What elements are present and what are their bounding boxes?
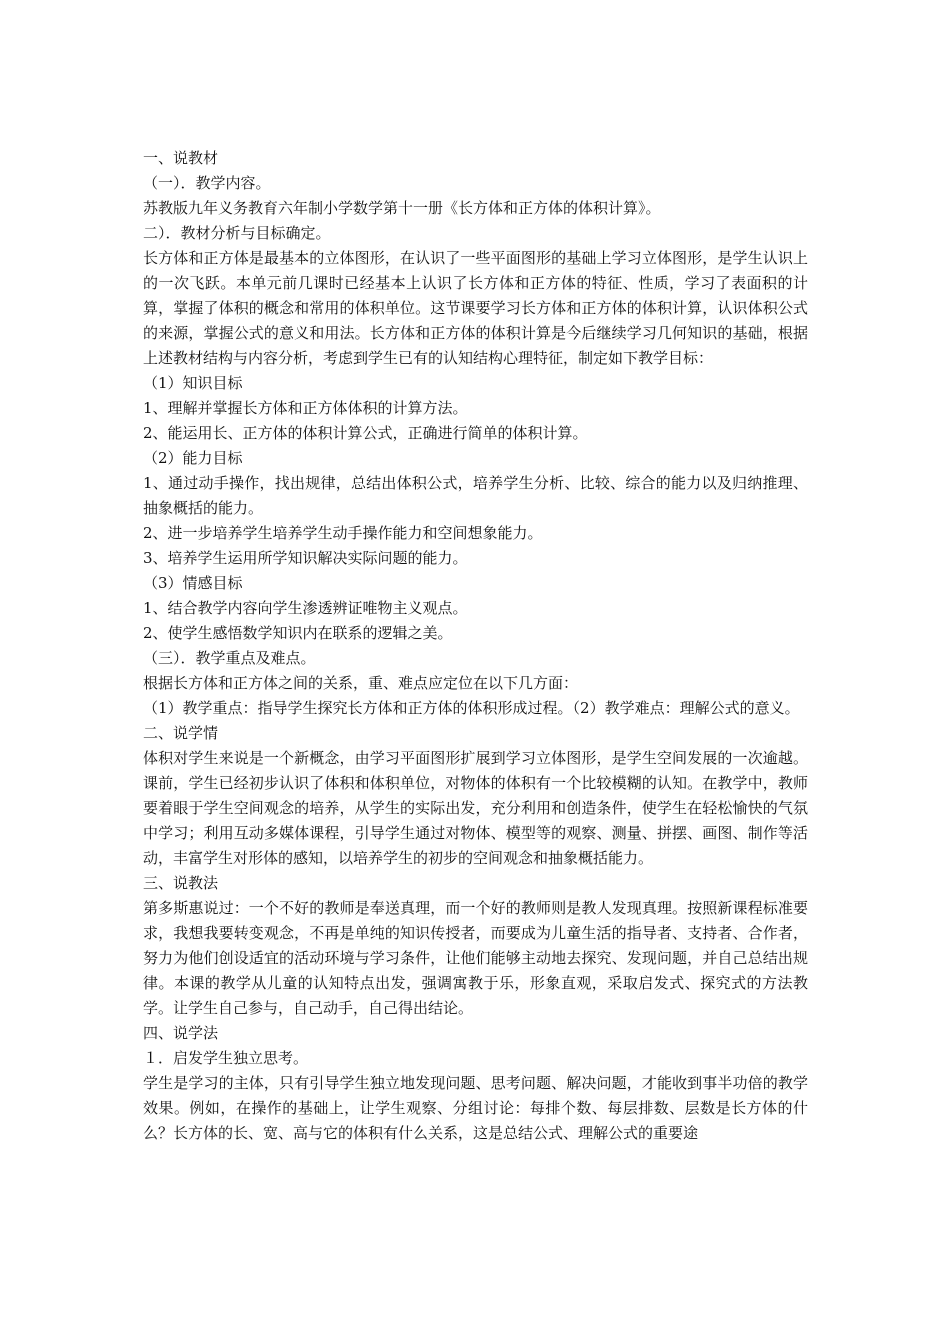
heading-jiaocai: 一、说教材 [143, 149, 219, 167]
list-item: 1、结合教学内容向学生渗透辨证唯物主义观点。 [143, 599, 468, 617]
heading-jiaofa: 三、说教法 [143, 874, 219, 892]
paragraph: （1）教学重点：指导学生探究长方体和正方体的体积形成过程。（2）教学难点：理解公式的意义。 [143, 699, 800, 717]
subheading-knowledge-goal: （1）知识目标 [143, 374, 243, 392]
heading-xuefa: 四、说学法 [143, 1024, 219, 1042]
subheading-content: （一）．教学内容。 [143, 174, 271, 192]
paragraph: 长方体和正方体是最基本的立体图形，在认识了一些平面图形的基础上学习立体图形，是学生认识上的一次飞跃。本单元前几课时已经基本上认识了长方体和正方体的特征、性质，学习了表面积的计算，掌握了体积的概念和常用的体积单位。这节课要学习长方体和正方体的体积计算，认识体积公式的来源，掌握公式的意义和用法。长方体和正方体的体积计算是今后继续学习几何知识的基础，根据上述教材结构与内容分析，考虑到学生已有的认知结构心理特征，制定如下教学目标： [143, 249, 808, 367]
paragraph: 体积对学生来说是一个新概念，由学习平面图形扩展到学习立体图形，是学生空间发展的一次逾越。课前，学生已经初步认识了体积和体积单位，对物体的体积有一个比较模糊的认知。在教学中，教师要着眼于学生空间观念的培养，从学生的实际出发，充分利用和创造条件，使学生在轻松愉快的气氛中学习；利用互动多媒体课程，引导学生通过对物体、模型等的观察、测量、拼摆、画图、制作等活动，丰富学生对形体的感知，以培养学生的初步的空间观念和抽象概括能力。 [143, 749, 808, 867]
list-item: 3、培养学生运用所学知识解决实际问题的能力。 [143, 549, 468, 567]
subheading-ability-goal: （2）能力目标 [143, 449, 243, 467]
document-body [143, 146, 808, 1146]
list-item: 1、通过动手操作，找出规律，总结出体积公式，培养学生分析、比较、综合的能力以及归纳推理、抽象概括的能力。 [143, 474, 808, 517]
paragraph: 第多斯惠说过：一个不好的教师是奉送真理，而一个好的教师则是教人发现真理。按照新课程标准要求，我想我要转变观念，不再是单纯的知识传授者，而要成为儿童生活的指导者、支持者、合作者，努力为他们创设适宜的活动环境与学习条件，让他们能够主动地去探究、发现问题，并自己总结出规律。本课的教学从儿童的认知特点出发，强调寓教于乐，形象直观，采取启发式、探究式的方法教学。让学生自己参与，自己动手，自己得出结论。 [143, 899, 808, 1017]
paragraph: 学生是学习的主体，只有引导学生独立地发现问题、思考问题、解决问题，才能收到事半功倍的教学效果。例如，在操作的基础上，让学生观察、分组讨论：每排个数、每层排数、层数是长方体的什么？长方体的长、宽、高与它的体积有什么关系，这是总结公式、理解公式的重要途 [143, 1074, 808, 1142]
list-item: 2、进一步培养学生培养学生动手操作能力和空间想象能力。 [143, 524, 543, 542]
paragraph: 根据长方体和正方体之间的关系，重、难点应定位在以下几方面： [143, 674, 579, 692]
list-item: 2、能运用长、正方体的体积计算公式，正确进行简单的体积计算。 [143, 424, 588, 442]
list-item: 1、理解并掌握长方体和正方体体积的计算方法。 [143, 399, 468, 417]
subheading-key-points: （三）．教学重点及难点。 [143, 649, 316, 667]
heading-xueqing: 二、说学情 [143, 724, 219, 742]
subheading-independent-thinking: １．启发学生独立思考。 [143, 1049, 309, 1067]
subheading-analysis: 二）．教材分析与目标确定。 [143, 224, 331, 242]
list-item: 2、使学生感悟数学知识内在联系的逻辑之美。 [143, 624, 453, 642]
paragraph: 苏教版九年义务教育六年制小学数学第十一册《长方体和正方体的体积计算》。 [143, 199, 661, 217]
subheading-emotion-goal: （3）情感目标 [143, 574, 243, 592]
